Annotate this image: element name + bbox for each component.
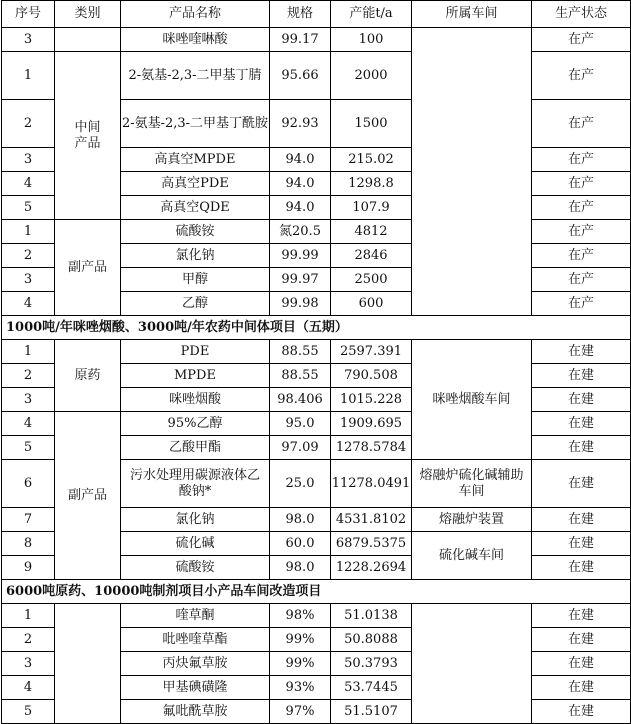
cell-status: 在建 (532, 460, 631, 508)
cell-product: 乙醇 (121, 292, 270, 316)
cell-status: 在产 (532, 196, 631, 220)
cell-seq: 4 (2, 172, 55, 196)
cell-seq: 3 (2, 148, 55, 172)
cell-spec: 88.55 (270, 340, 331, 364)
cell-status: 在产 (532, 268, 631, 292)
cell-status: 在建 (532, 436, 631, 460)
cell-product: 硫酸铵 (121, 556, 270, 580)
cell-seq: 7 (2, 508, 55, 532)
cell-seq: 3 (2, 268, 55, 292)
section-row (2, 316, 631, 340)
cell-spec: 25.0 (270, 460, 331, 508)
cell-seq: 1 (2, 340, 55, 364)
cell-capacity: 2597.391 (331, 340, 412, 364)
cell-capacity: 2846 (331, 244, 412, 268)
cell-product: 高真空PDE (121, 172, 270, 196)
cell-spec: 97% (270, 700, 331, 724)
cell-status: 在建 (532, 532, 631, 556)
cell-spec: 98% (270, 604, 331, 628)
cell-seq: 3 (2, 652, 55, 676)
table-row (2, 220, 631, 244)
col-header-category: 类别 (55, 1, 121, 28)
cell-status: 在建 (532, 412, 631, 436)
cell-capacity: 4531.8102 (331, 508, 412, 532)
col-header-product: 产品名称 (121, 1, 270, 28)
col-header-status: 生产状态 (532, 1, 631, 28)
cell-spec: 99% (270, 628, 331, 652)
cell-seq: 2 (2, 244, 55, 268)
cell-spec: 94.0 (270, 172, 331, 196)
cell-status: 在产 (532, 172, 631, 196)
cell-seq: 2 (2, 100, 55, 148)
cell-category (55, 28, 121, 52)
cell-product: 氯化钠 (121, 508, 270, 532)
cell-status: 在建 (532, 364, 631, 388)
cell-product: 乙酸甲酯 (121, 436, 270, 460)
table-row (2, 412, 631, 436)
cell-capacity: 600 (331, 292, 412, 316)
cell-status: 在建 (532, 340, 631, 364)
cell-spec: 99.97 (270, 268, 331, 292)
cell-category (55, 604, 121, 724)
cell-seq: 4 (2, 676, 55, 700)
section-title: 1000吨/年咪唑烟酸、3000吨/年农药中间体项目（五期） (2, 316, 631, 340)
cell-capacity: 1015.228 (331, 388, 412, 412)
cell-seq: 5 (2, 196, 55, 220)
cell-product: 硫酸铵 (121, 220, 270, 244)
cell-seq: 4 (2, 412, 55, 436)
cell-seq: 5 (2, 700, 55, 724)
cell-status: 在建 (532, 556, 631, 580)
cell-product: 丙炔氟草胺 (121, 652, 270, 676)
cell-product: 硫化碱 (121, 532, 270, 556)
cell-workshop (412, 28, 532, 316)
cell-product: 吡唑喹草酯 (121, 628, 270, 652)
cell-status: 在建 (532, 652, 631, 676)
cell-status: 在建 (532, 604, 631, 628)
cell-product: 95%乙醇 (121, 412, 270, 436)
cell-status: 在建 (532, 508, 631, 532)
table-row (2, 340, 631, 364)
cell-seq: 1 (2, 220, 55, 244)
cell-status: 在产 (532, 52, 631, 100)
col-header-spec: 规格 (270, 1, 331, 28)
cell-category: 副产品 (55, 220, 121, 316)
cell-capacity: 1298.8 (331, 172, 412, 196)
cell-product: 2-氨基-2,3-二甲基丁酰胺 (121, 100, 270, 148)
cell-seq: 1 (2, 604, 55, 628)
cell-status: 在产 (532, 292, 631, 316)
cell-spec: 94.0 (270, 196, 331, 220)
cell-product: 咪唑喹啉酸 (121, 28, 270, 52)
cell-spec: 92.93 (270, 100, 331, 148)
section-row (2, 580, 631, 604)
cell-product: 甲醇 (121, 268, 270, 292)
cell-spec: 99.99 (270, 244, 331, 268)
product-table (1, 0, 631, 724)
cell-status: 在产 (532, 220, 631, 244)
cell-capacity: 100 (331, 28, 412, 52)
header-row (2, 1, 631, 28)
cell-capacity: 215.02 (331, 148, 412, 172)
cell-product: 喹草酮 (121, 604, 270, 628)
cell-capacity: 107.9 (331, 196, 412, 220)
cell-seq: 2 (2, 364, 55, 388)
cell-spec: 99.17 (270, 28, 331, 52)
cell-capacity: 4812 (331, 220, 412, 244)
cell-capacity: 50.3793 (331, 652, 412, 676)
cell-category: 原药 (55, 340, 121, 412)
cell-capacity: 2500 (331, 268, 412, 292)
cell-capacity: 790.508 (331, 364, 412, 388)
cell-product: 氯化钠 (121, 244, 270, 268)
cell-workshop (412, 604, 532, 724)
cell-seq: 4 (2, 292, 55, 316)
cell-seq: 8 (2, 532, 55, 556)
cell-product: 2-氨基-2,3-二甲基丁腈 (121, 52, 270, 100)
cell-spec: 99% (270, 652, 331, 676)
cell-seq: 3 (2, 28, 55, 52)
cell-product: 咪唑烟酸 (121, 388, 270, 412)
cell-spec: 98.0 (270, 556, 331, 580)
cell-product: MPDE (121, 364, 270, 388)
cell-workshop: 熔融炉硫化碱辅助车间 (412, 460, 532, 508)
cell-product: PDE (121, 340, 270, 364)
cell-status: 在建 (532, 388, 631, 412)
cell-status: 在产 (532, 28, 631, 52)
cell-spec: 94.0 (270, 148, 331, 172)
table-row (2, 604, 631, 628)
col-header-workshop: 所属车间 (412, 1, 532, 28)
cell-status: 在建 (532, 628, 631, 652)
cell-spec: 98.0 (270, 508, 331, 532)
table-row (2, 28, 631, 52)
cell-spec: 95.66 (270, 52, 331, 100)
cell-spec: 97.09 (270, 436, 331, 460)
section-title: 6000吨原药、10000吨制剂项目小产品车间改造项目 (2, 580, 631, 604)
cell-capacity: 1500 (331, 100, 412, 148)
cell-workshop: 硫化碱车间 (412, 532, 532, 580)
cell-workshop: 咪唑烟酸车间 (412, 340, 532, 460)
cell-category: 中间产品 (55, 52, 121, 220)
cell-product: 污水处理用碳源液体乙酸钠* (121, 460, 270, 508)
col-header-seq: 序号 (2, 1, 55, 28)
cell-status: 在建 (532, 676, 631, 700)
cell-capacity: 51.0138 (331, 604, 412, 628)
cell-spec: 98.406 (270, 388, 331, 412)
cell-status: 在建 (532, 700, 631, 724)
cell-product: 高真空MPDE (121, 148, 270, 172)
cell-seq: 5 (2, 436, 55, 460)
cell-spec: 95.0 (270, 412, 331, 436)
cell-capacity: 2000 (331, 52, 412, 100)
cell-spec: 88.55 (270, 364, 331, 388)
cell-capacity: 11278.0491 (331, 460, 412, 508)
cell-product: 高真空QDE (121, 196, 270, 220)
cell-capacity: 51.5107 (331, 700, 412, 724)
cell-capacity: 6879.5375 (331, 532, 412, 556)
cell-seq: 6 (2, 460, 55, 508)
cell-status: 在产 (532, 148, 631, 172)
cell-category: 副产品 (55, 412, 121, 580)
cell-capacity: 1278.5784 (331, 436, 412, 460)
cell-capacity: 50.8088 (331, 628, 412, 652)
cell-product: 氟吡酰草胺 (121, 700, 270, 724)
cell-product: 甲基碘磺隆 (121, 676, 270, 700)
table-row (2, 52, 631, 100)
cell-workshop: 熔融炉装置 (412, 508, 532, 532)
cell-capacity: 53.7445 (331, 676, 412, 700)
cell-spec: 99.98 (270, 292, 331, 316)
cell-seq: 2 (2, 628, 55, 652)
cell-status: 在产 (532, 244, 631, 268)
cell-seq: 3 (2, 388, 55, 412)
cell-status: 在产 (532, 100, 631, 148)
cell-seq: 9 (2, 556, 55, 580)
cell-spec: 60.0 (270, 532, 331, 556)
col-header-capacity: 产能t/a (331, 1, 412, 28)
cell-spec: 氮20.5 (270, 220, 331, 244)
cell-capacity: 1909.695 (331, 412, 412, 436)
cell-spec: 93% (270, 676, 331, 700)
cell-capacity: 1228.2694 (331, 556, 412, 580)
cell-seq: 1 (2, 52, 55, 100)
